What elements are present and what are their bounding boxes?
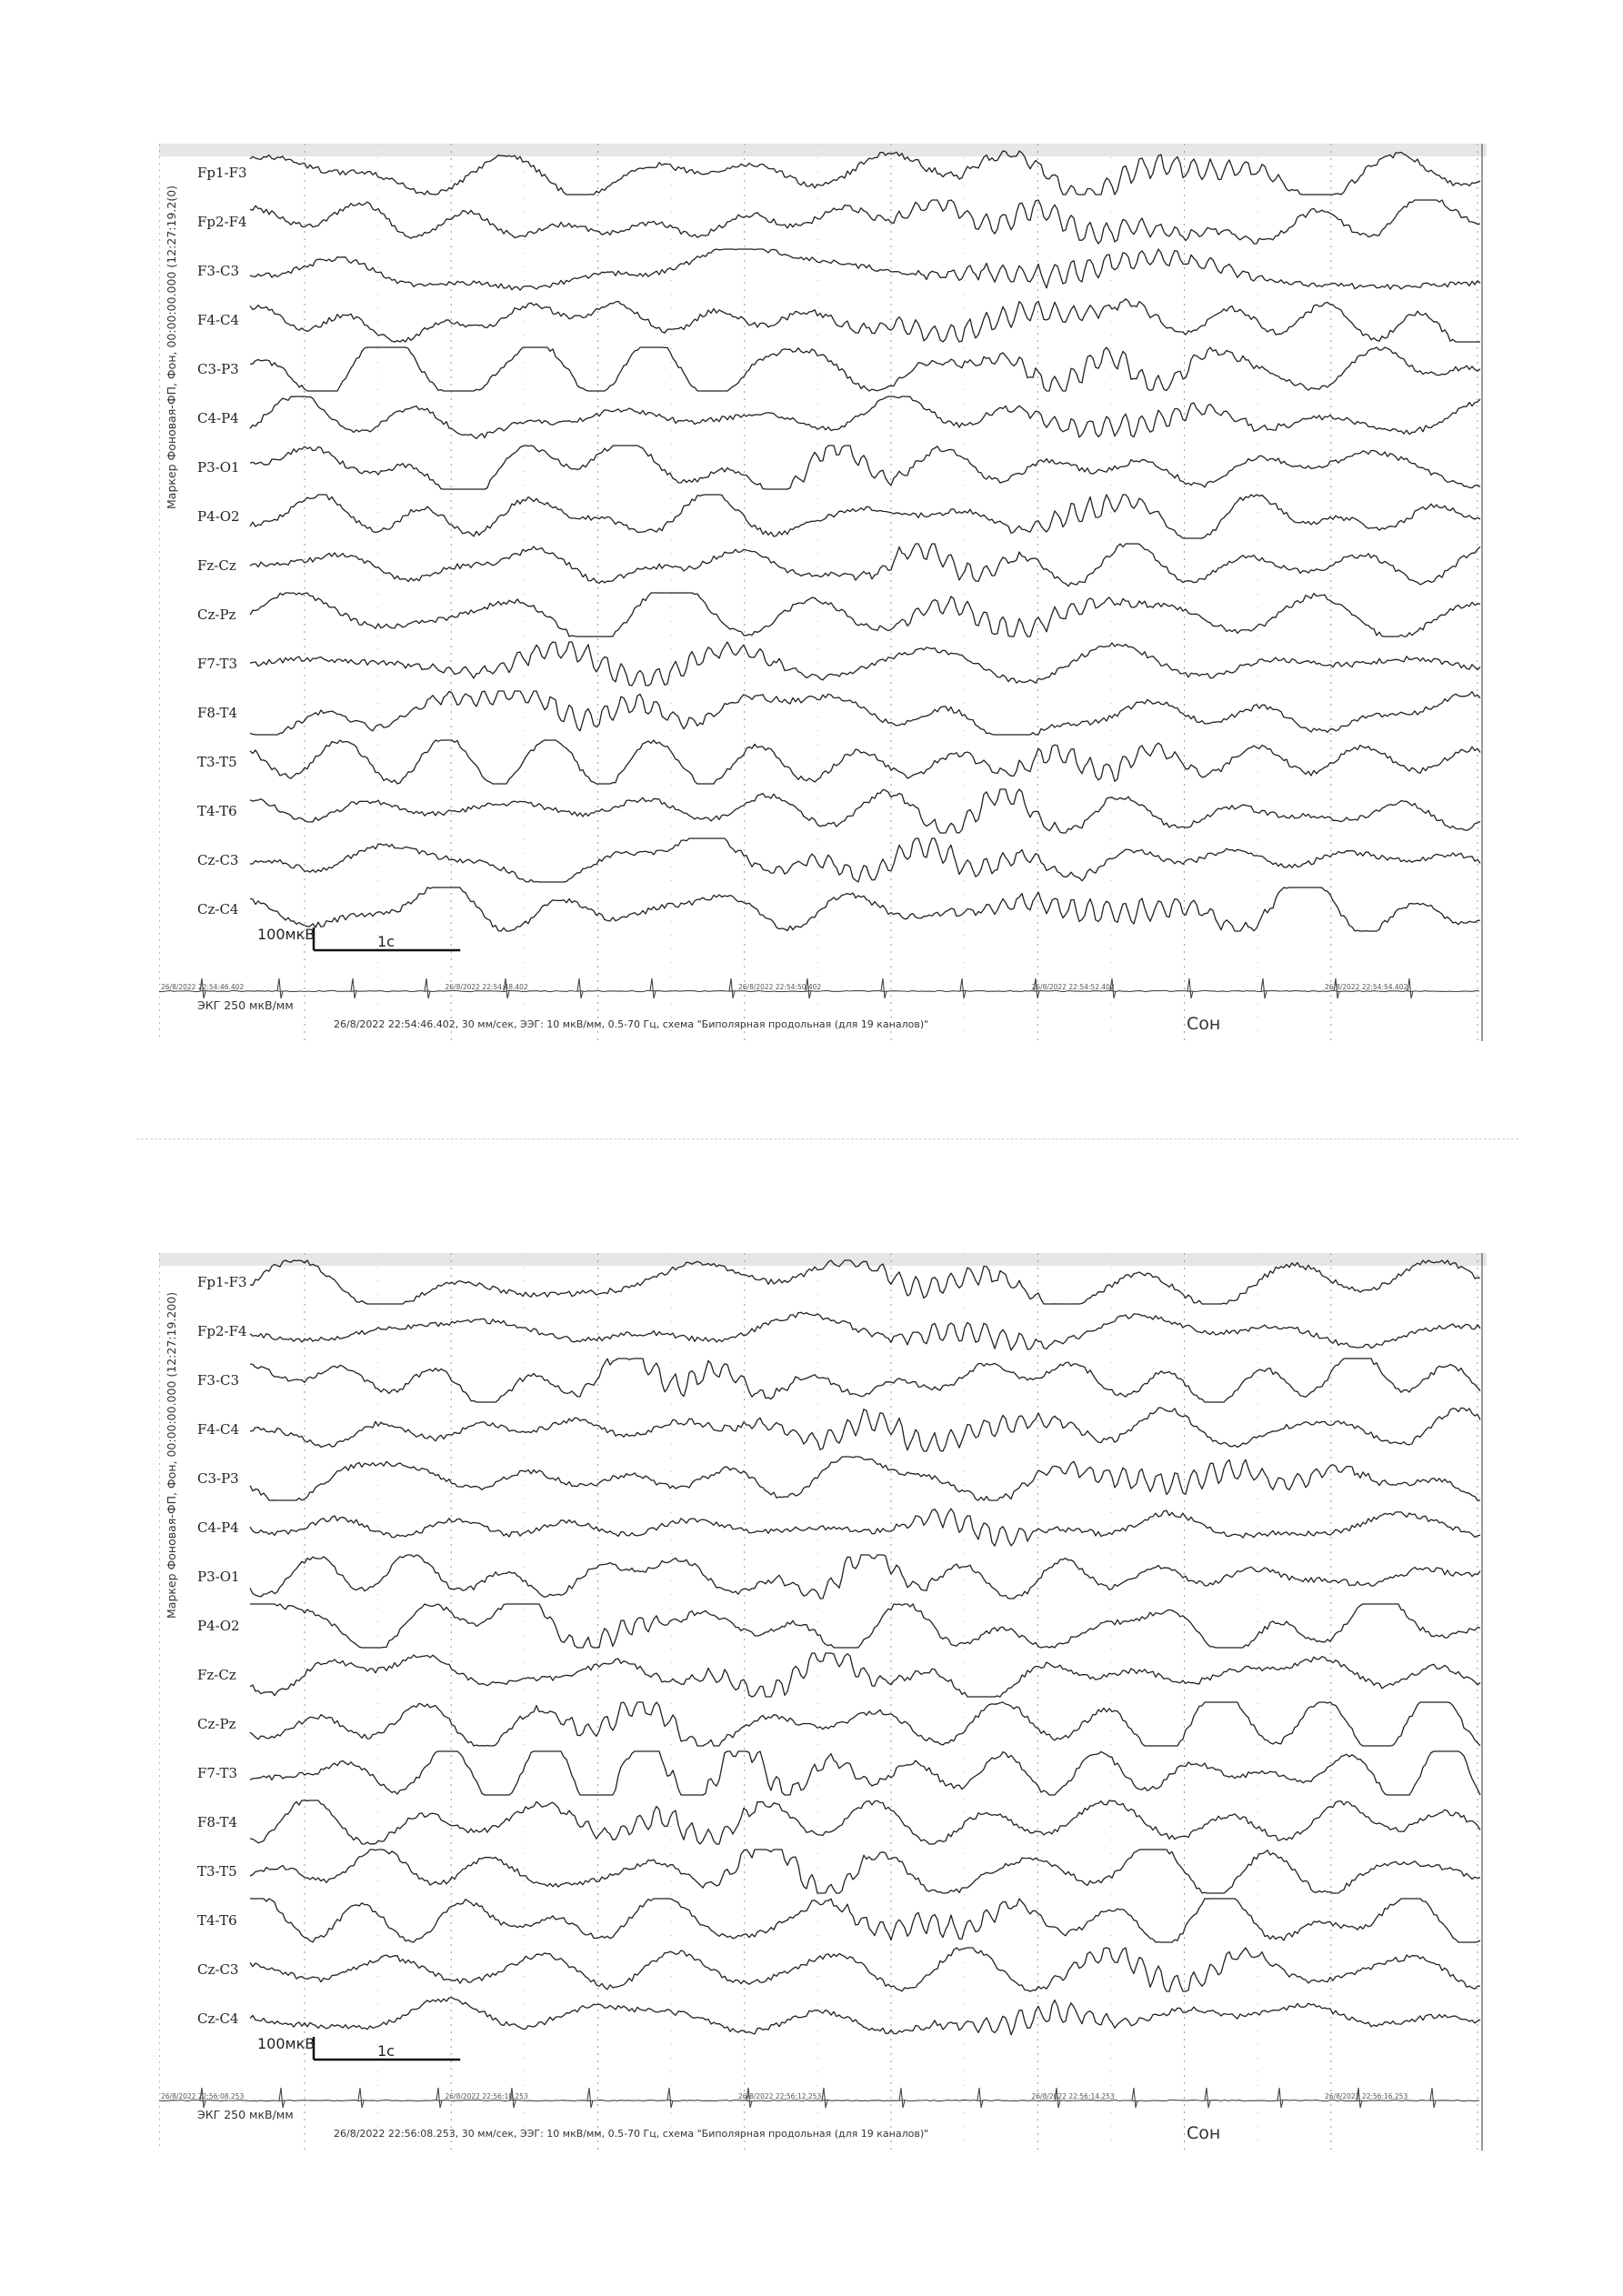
ekg-spike	[1408, 978, 1413, 998]
ekg-spike	[587, 2088, 593, 2108]
eeg-trace	[250, 544, 1480, 587]
eeg-trace	[250, 691, 1480, 735]
channel-label: T4-T6	[197, 1912, 237, 1929]
eeg-trace	[250, 1260, 1480, 1304]
channel-label: C4-P4	[197, 1519, 239, 1536]
scale-amplitude-label: 100мкВ	[257, 2035, 316, 2052]
eeg-trace	[250, 887, 1480, 931]
footer-info: 26/8/2022 22:56:08.253, 30 мм/сек, ЭЭГ: 10 мкВ/мм, 0.5-70 Гц, схема "Биполярная продольная (для 19 каналов)"	[334, 2128, 929, 2140]
eeg-trace	[250, 789, 1480, 833]
channel-label: F8-T4	[197, 705, 238, 721]
timestamp-label: 26/8/2022 22:54:52.402	[1031, 983, 1115, 991]
channel-label: F3-C3	[197, 263, 240, 279]
channel-label: F4-C4	[197, 312, 240, 328]
ekg-spike	[881, 978, 887, 998]
eeg-trace	[250, 396, 1480, 438]
eeg-trace	[250, 1653, 1480, 1697]
channel-label: F7-T3	[197, 656, 238, 672]
channel-label: Cz-C4	[197, 901, 239, 917]
timestamp-label: 26/8/2022 22:54:50.402	[738, 983, 822, 991]
eeg-trace	[250, 1998, 1480, 2035]
ekg-spike	[822, 2088, 827, 2108]
eeg-chart-1	[159, 118, 1487, 1046]
ekg-spike	[667, 2088, 673, 2108]
ekg-spike	[577, 978, 583, 998]
header-band	[159, 1253, 1487, 1266]
eeg-trace	[250, 642, 1480, 686]
eeg-trace	[250, 249, 1480, 290]
sleep-label: Сон	[1187, 1014, 1221, 1034]
sleep-label: Сон	[1187, 2123, 1221, 2143]
ekg-spike	[1261, 978, 1267, 998]
page-divider	[136, 1138, 1518, 1139]
marker-label: Маркер Фоновая-ФП, Фон, 00:00:00.000 (12:27:19.200)	[165, 1291, 178, 1619]
channel-label: Fz-Cz	[197, 557, 236, 574]
ekg-spike	[977, 2088, 983, 2108]
ekg-spike	[960, 978, 966, 998]
channel-label: P4-O2	[197, 1618, 240, 1634]
eeg-trace	[250, 446, 1480, 489]
eeg-trace	[250, 347, 1480, 391]
ekg-spike	[1132, 2088, 1137, 2108]
timestamp-label: 26/8/2022 22:56:10.253	[445, 2092, 528, 2100]
footer-info: 26/8/2022 22:54:46.402, 30 мм/сек, ЭЭГ: 10 мкВ/мм, 0.5-70 Гц, схема "Биполярная продольная (для 19 каналов)"	[334, 1018, 929, 1030]
eeg-trace	[250, 1408, 1480, 1451]
ekg-spike	[425, 978, 430, 998]
eeg-trace	[250, 495, 1480, 538]
eeg-chart-2	[159, 1228, 1487, 2155]
channel-label: F4-C4	[197, 1421, 240, 1438]
eeg-trace	[250, 200, 1480, 244]
eeg-trace	[250, 1604, 1480, 1648]
channel-label: Cz-C3	[197, 1961, 239, 1978]
channel-label: Fp2-F4	[197, 214, 247, 230]
channel-label: C4-P4	[197, 410, 239, 426]
channel-label: C3-P3	[197, 361, 239, 377]
channel-label: Cz-C4	[197, 2010, 239, 2027]
eeg-trace	[250, 1359, 1480, 1402]
timestamp-label: 26/8/2022 22:54:48.402	[445, 983, 528, 991]
channel-label: P3-O1	[197, 459, 240, 476]
ekg-label: ЭКГ 250 мкВ/мм	[197, 2108, 294, 2121]
eeg-trace	[250, 1751, 1480, 1795]
eeg-trace	[250, 1457, 1480, 1500]
channel-label: Fp2-F4	[197, 1323, 247, 1339]
timestamp-label: 26/8/2022 22:56:14.253	[1031, 2092, 1115, 2100]
eeg-trace	[250, 1509, 1480, 1546]
eeg-panel-2	[159, 1228, 1487, 2155]
scale-time-label: 1с	[377, 2042, 395, 2060]
channel-label: T3-T5	[197, 1863, 237, 1880]
eeg-trace	[250, 1850, 1480, 1893]
eeg-trace	[250, 151, 1480, 195]
eeg-panel-1	[159, 118, 1487, 1046]
ekg-spike	[1277, 2088, 1283, 2108]
eeg-trace	[250, 299, 1480, 342]
channel-label: P4-O2	[197, 508, 240, 525]
timestamp-label: 26/8/2022 22:54:46.402	[161, 983, 245, 991]
channel-label: P3-O1	[197, 1569, 240, 1585]
ekg-spike	[650, 978, 656, 998]
channel-label: Cz-Pz	[197, 607, 236, 623]
eeg-trace	[250, 740, 1480, 784]
ekg-spike	[1430, 2088, 1436, 2108]
channel-label: Fz-Cz	[197, 1667, 236, 1683]
eeg-trace	[250, 1899, 1480, 1942]
eeg-trace	[250, 1312, 1480, 1350]
channel-label: Cz-C3	[197, 852, 239, 868]
eeg-trace	[250, 838, 1480, 882]
timestamp-label: 26/8/2022 22:56:08.253	[161, 2092, 245, 2100]
scale-time-label: 1с	[377, 933, 395, 950]
timestamp-label: 26/8/2022 22:56:12.253	[738, 2092, 822, 2100]
ekg-spike	[729, 978, 735, 998]
channel-label: F7-T3	[197, 1765, 238, 1781]
channel-label: T4-T6	[197, 803, 237, 819]
eeg-trace	[250, 1800, 1480, 1844]
ekg-spike	[436, 2088, 442, 2108]
ekg-spike	[1187, 978, 1193, 998]
ekg-spike	[899, 2088, 905, 2108]
eeg-trace	[250, 1555, 1480, 1599]
channel-label: Fp1-F3	[197, 1274, 247, 1290]
channel-label: Fp1-F3	[197, 165, 247, 181]
eeg-trace	[250, 1948, 1480, 1991]
eeg-trace	[250, 1702, 1480, 1746]
channel-label: F3-C3	[197, 1372, 240, 1389]
marker-label: Маркер Фоновая-ФП, Фон, 00:00:00.000 (12:27:19.2(0)	[165, 185, 178, 509]
ekg-spike	[1205, 2088, 1210, 2108]
ekg-spike	[358, 2088, 364, 2108]
eeg-trace	[250, 593, 1480, 637]
channel-label: F8-T4	[197, 1814, 238, 1830]
channel-label: Cz-Pz	[197, 1716, 236, 1732]
ekg-spike	[351, 978, 356, 998]
header-band	[159, 144, 1487, 156]
ekg-spike	[279, 2088, 285, 2108]
timestamp-label: 26/8/2022 22:56:16.253	[1325, 2092, 1408, 2100]
ekg-label: ЭКГ 250 мкВ/мм	[197, 998, 294, 1012]
ekg-spike	[277, 978, 283, 998]
channel-label: T3-T5	[197, 754, 237, 770]
timestamp-label: 26/8/2022 22:54:54.402	[1325, 983, 1408, 991]
scale-amplitude-label: 100мкВ	[257, 926, 316, 943]
channel-label: C3-P3	[197, 1470, 239, 1487]
